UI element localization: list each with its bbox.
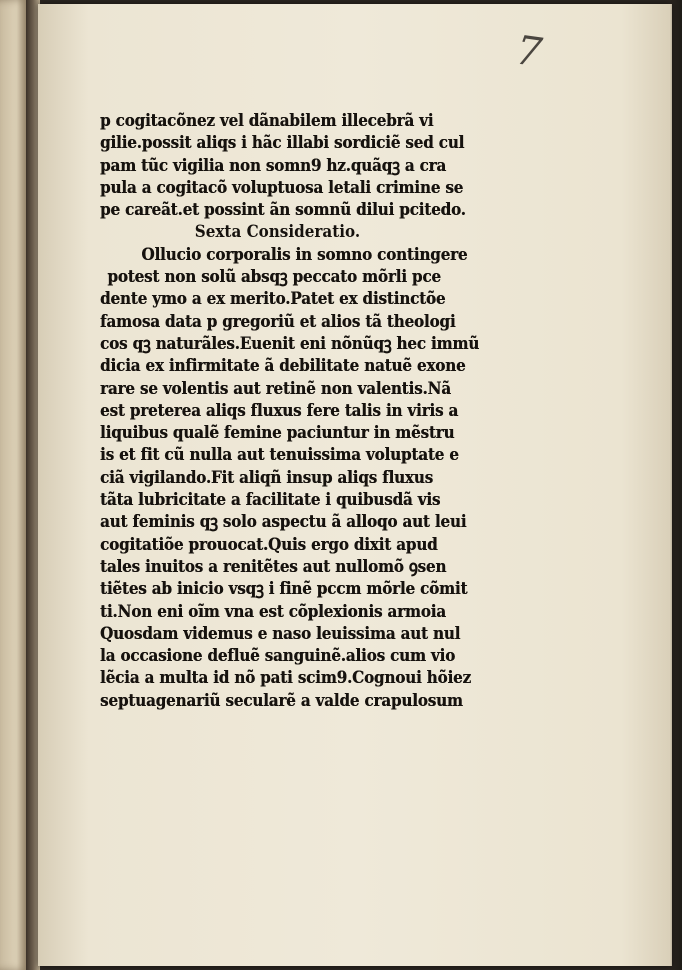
text-line: tãta lubricitate a facilitate i quibusdã vis [100, 490, 441, 510]
text-line: lẽcia a multa id nõ pati scim9.Cognoui hõiez [100, 668, 471, 688]
text-line: p cogitacõnez vel dãnabilem illecebrã vi [100, 111, 434, 130]
section-heading: Sexta Consideratio. [194, 222, 361, 242]
text-line: famosa data p gregoriũ et alios tã theologi [100, 311, 456, 331]
text-line: ciã vigilando.Fit aliqñ insup aliqs fluxus [100, 467, 433, 487]
text-line: dente ymo a ex merito.Patet ex distinctõe [100, 289, 446, 309]
text-line: liquibus qualẽ femine paciuntur in mẽstru [100, 423, 455, 443]
text-line: septuagenariũ secularẽ a valde crapulosum [100, 690, 463, 710]
text-line: cogitatiõe prouocat.Quis ergo dixit apud [100, 534, 438, 554]
folio-number: 7 [512, 27, 545, 77]
text-line: dicia ex infirmitate ã debilitate natuẽ exone [100, 356, 466, 376]
text-line: pe careãt.et possint ãn somnũ dilui pcitedo. [100, 200, 466, 220]
text-line: est preterea aliqs fluxus fere talis in viris a [100, 400, 459, 420]
text-line: Quosdam videmus e naso leuissima aut nul [100, 623, 461, 643]
text-line: pula a cogitacõ voluptuosa letali crimine se [100, 177, 464, 197]
left-page-edge [0, 0, 28, 970]
text-line: cos qꝫ naturãles.Euenit eni nõnũqꝫ hec immũ [100, 333, 480, 353]
text-line: Ollucio corporalis in somno contingere [141, 244, 468, 264]
text-line: tales inuitos a renitẽtes aut nullomõ ꝯsen [100, 556, 447, 576]
text-line: gilie.possit aliqs i hãc illabi sordiciẽ sed cul [100, 133, 465, 153]
text-line: la occasione defluẽ sanguinẽ.alios cum vio [100, 646, 456, 666]
text-line: tiẽtes ab inicio vsqꝫ i finẽ pccm mõrle cõmit [100, 579, 468, 599]
text-line: potest non solũ absqꝫ peccato mõrli pce [107, 267, 441, 287]
text-block [100, 110, 500, 712]
text-line: ti.Non eni oĩm vna est cõplexionis armoia [100, 601, 446, 621]
text-line: aut feminis qꝫ solo aspectu ã alloqo aut leui [100, 512, 467, 532]
text-line: rare se volentis aut retinẽ non valentis.Nã [100, 378, 451, 398]
right-edge-shadow [670, 0, 682, 970]
text-line: pam tũc vigilia non somn9 hz.quãqꝫ a cra [100, 155, 447, 175]
text-line: is et fit cũ nulla aut tenuissima voluptate e [100, 445, 459, 465]
